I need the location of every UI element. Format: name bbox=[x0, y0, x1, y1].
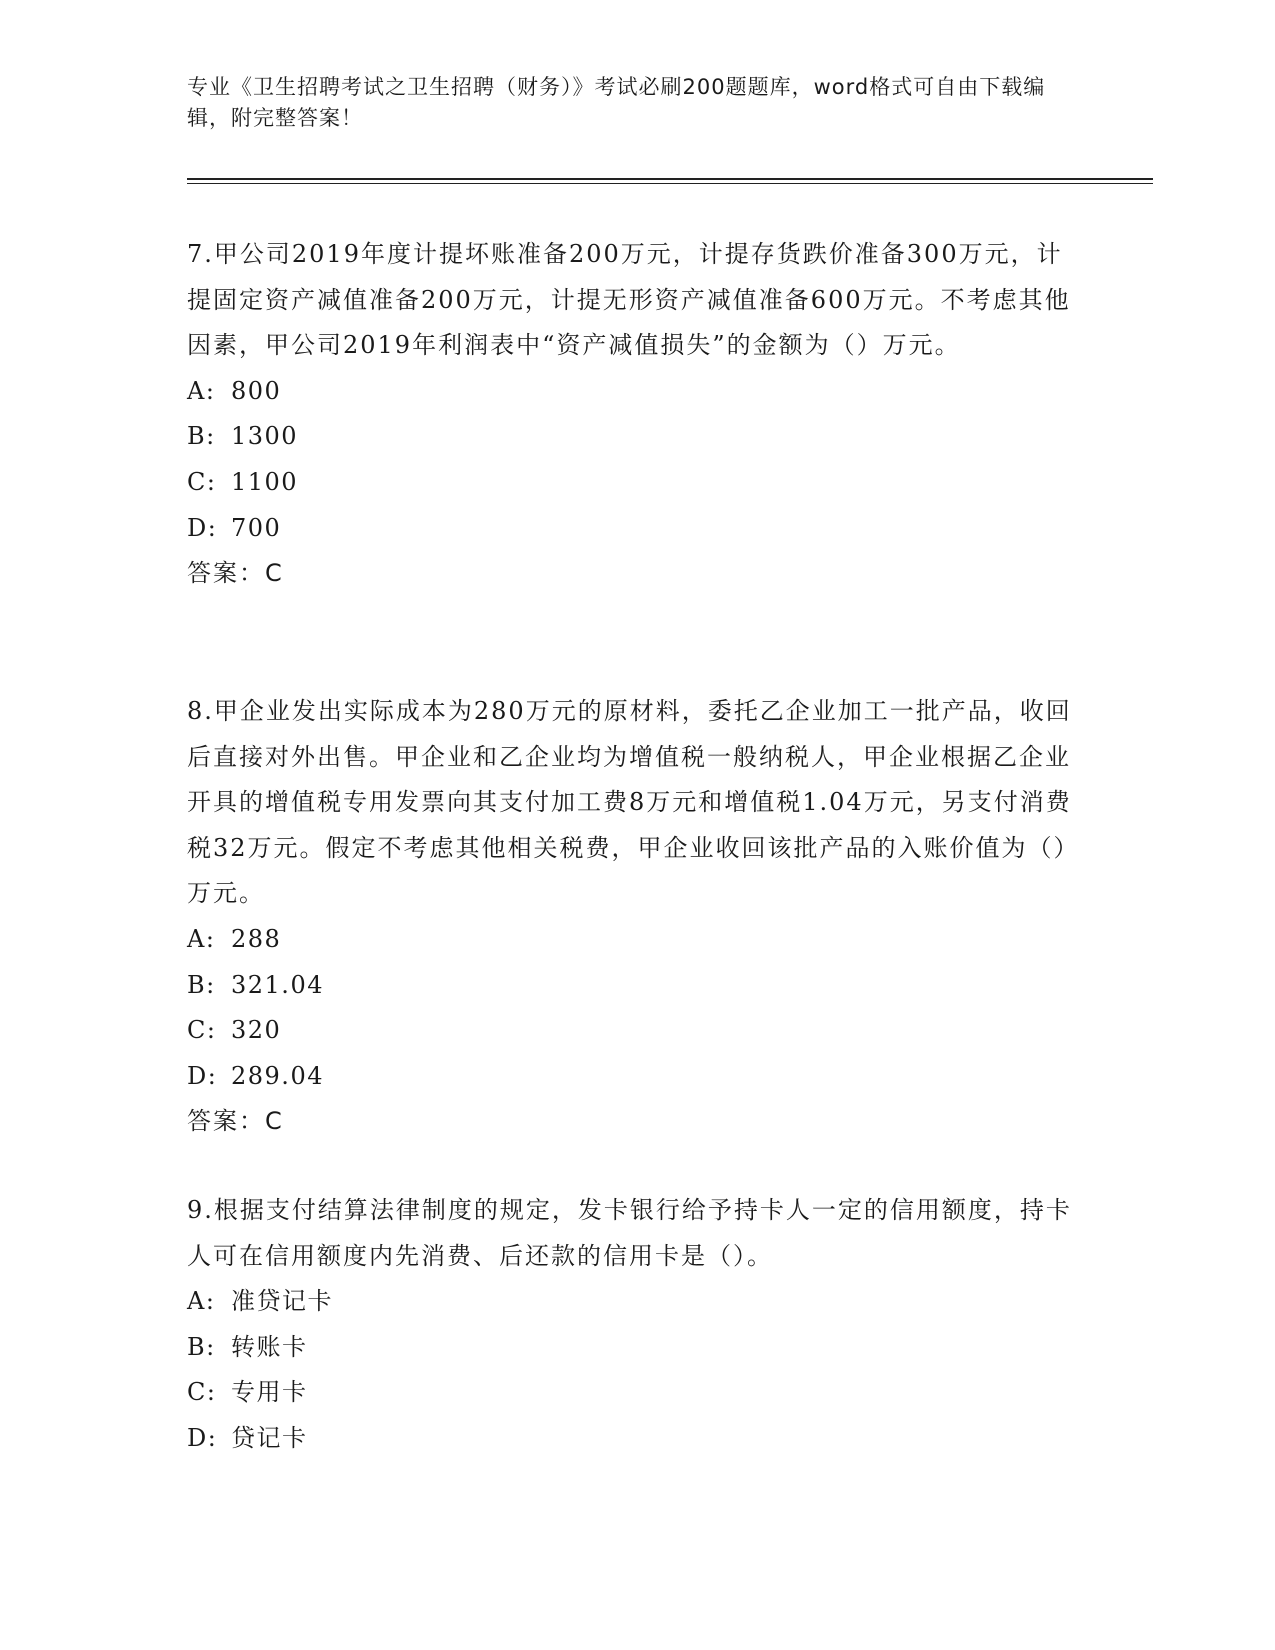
option-a bbox=[187, 1279, 1087, 1325]
option-letter: C: bbox=[187, 467, 217, 496]
option-b bbox=[187, 963, 1087, 1009]
option-letter: A: bbox=[187, 924, 216, 953]
option-letter: D: bbox=[187, 513, 218, 542]
option-text: 700 bbox=[231, 513, 282, 542]
option-text: 800 bbox=[231, 376, 282, 405]
option-text: 320 bbox=[231, 1016, 282, 1045]
header-divider-thin bbox=[187, 183, 1153, 184]
option-d bbox=[187, 1054, 1087, 1100]
option-text: 贷记卡 bbox=[231, 1423, 308, 1452]
question-stem: 7.甲公司2019年度计提坏账准备200万元，计提存货跌价准备300万元，计提固定资产减值准备200万元，计提无形资产减值准备600万元。不考虑其他因素，甲公司2019年利润表中“资产减值损失”的金额为（）万元。 bbox=[187, 240, 1071, 360]
question-stem: 8.甲企业发出实际成本为280万元的原材料，委托乙企业加工一批产品，收回后直接对外出售。甲企业和乙企业均为增值税一般纳税人，甲企业根据乙企业开具的增值税专用发票向其支付加工费8万元和增值税1.04万元，另支付消费税32万元。假定不考虑其他相关税费，甲企业收回该批产品的入账价值为（）万元。 bbox=[187, 697, 1072, 908]
option-text: 准贷记卡 bbox=[231, 1287, 333, 1316]
option-text: 289.04 bbox=[231, 1061, 324, 1090]
option-text: 转账卡 bbox=[231, 1332, 308, 1361]
option-text: 288 bbox=[231, 924, 282, 953]
answer-line: 答案：C bbox=[187, 1107, 284, 1136]
option-letter: A: bbox=[187, 376, 216, 405]
option-b bbox=[187, 414, 1087, 460]
option-b bbox=[187, 1325, 1087, 1371]
option-letter: C: bbox=[187, 1378, 217, 1407]
option-letter: B: bbox=[187, 1332, 216, 1361]
option-text: 专用卡 bbox=[231, 1378, 308, 1407]
option-letter: B: bbox=[187, 422, 216, 451]
option-letter: A: bbox=[187, 1287, 216, 1316]
header-divider-thick bbox=[187, 178, 1153, 180]
option-c bbox=[187, 1008, 1087, 1054]
document-header: 专业《卫生招聘考试之卫生招聘（财务）》考试必刷200题题库，word格式可自由下载编辑，附完整答案！ bbox=[187, 75, 1046, 130]
option-a bbox=[187, 369, 1087, 415]
option-text: 1100 bbox=[231, 467, 299, 496]
option-letter: C: bbox=[187, 1016, 217, 1045]
question-9 bbox=[187, 1188, 1087, 1462]
option-a bbox=[187, 917, 1087, 963]
question-stem: 9.根据支付结算法律制度的规定，发卡银行给予持卡人一定的信用额度，持卡人可在信用额度内先消费、后还款的信用卡是（）。 bbox=[187, 1196, 1072, 1270]
question-8 bbox=[187, 689, 1087, 1145]
option-letter: D: bbox=[187, 1423, 218, 1452]
option-letter: D: bbox=[187, 1061, 218, 1090]
option-letter: B: bbox=[187, 970, 216, 999]
option-text: 321.04 bbox=[231, 970, 324, 999]
answer-line: 答案：C bbox=[187, 559, 284, 588]
option-d bbox=[187, 1416, 1087, 1462]
option-c bbox=[187, 460, 1087, 506]
option-d bbox=[187, 506, 1087, 552]
option-c bbox=[187, 1370, 1087, 1416]
option-text: 1300 bbox=[231, 422, 299, 451]
question-7 bbox=[187, 232, 1087, 597]
